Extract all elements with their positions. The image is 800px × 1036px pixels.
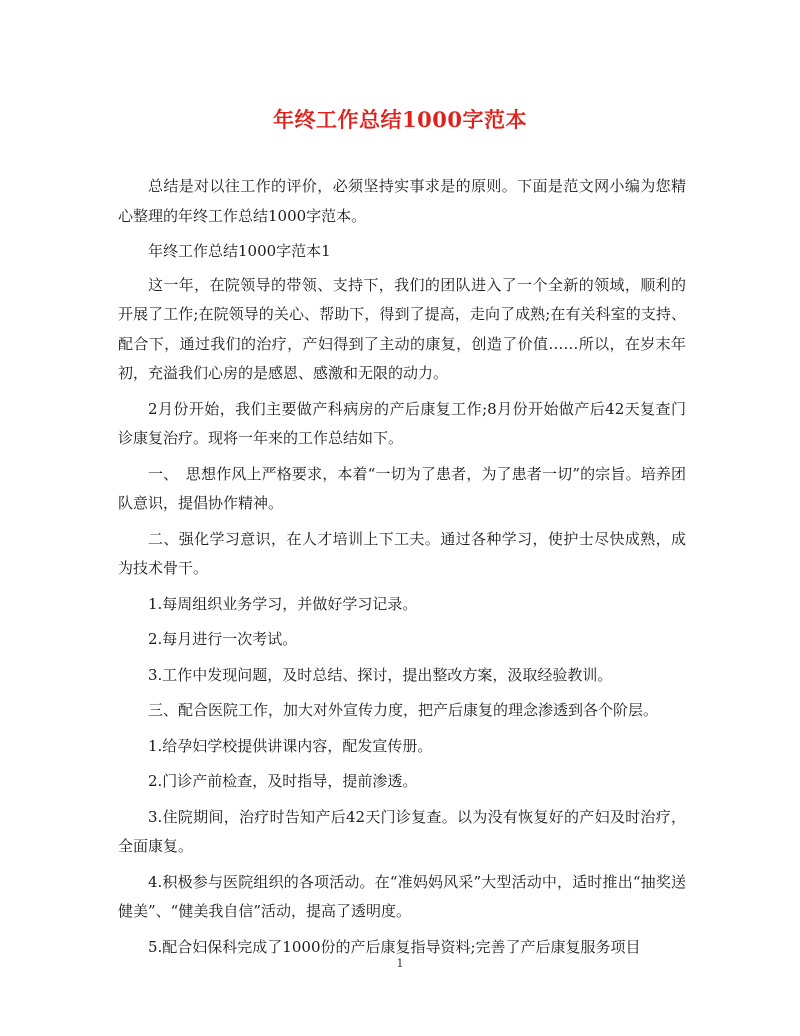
list-item: 2.门诊产前检查，及时指导，提前渗透。 xyxy=(148,772,418,790)
body-paragraph: 2月份开始，我们主要做产科病房的产后康复工作;8月份开始做产后42天复查门诊康复治疗。现将一年来的工作总结如下。 xyxy=(118,399,686,447)
list-item: 1.给孕妇学校提供讲课内容，配发宣传册。 xyxy=(148,736,433,755)
list-item: 3.住院期间，治疗时告知产后42天门诊复查。以为没有恢复好的产妇及时治疗，全面康复。 xyxy=(118,807,686,855)
document-title: 年终工作总结1000字范本 xyxy=(273,107,527,132)
list-item: 5.配合妇保科完成了1000份的产后康复指导资料;完善了产后康复服务项目 xyxy=(148,937,641,956)
body-paragraph: 一、 思想作风上严格要求，本着“一切为了患者，为了患者一切”的宗旨。培养团队意识，提倡协作精神。 xyxy=(118,464,686,512)
list-item: 4.积极参与医院组织的各项活动。在“准妈妈风采”大型活动中，适时推出“抽奖送健美”、“健美我自信”活动，提高了透明度。 xyxy=(118,872,686,920)
intro-paragraph: 总结是对以往工作的评价，必须坚持实事求是的原则。下面是范文网小编为您精心整理的年终工作总结1000字范本。 xyxy=(118,177,686,225)
page-number: 1 xyxy=(396,957,404,970)
list-item: 2.每月进行一次考试。 xyxy=(148,630,298,648)
body-paragraph: 二、强化学习意识，在人才培训上下工夫。通过各种学习，使护士尽快成熟，成为技术骨干。 xyxy=(118,529,686,577)
list-item: 1.每周组织业务学习，并做好学习记录。 xyxy=(148,594,418,613)
body-paragraph: 三、配合医院工作，加大对外宣传力度，把产后康复的理念渗透到各个阶层。 xyxy=(148,701,659,719)
body-paragraph: 这一年，在院领导的带领、支持下，我们的团队进入了一个全新的领域，顺利的开展了工作;在院领导的关心、帮助下，得到了提高，走向了成熟;在有关科室的支持、配合下，通过我们的治疗，产妇得到了主动的康复，创造了价值……所以，在岁末年初，充溢我们心房的是感恩、感激和无限的动力。 xyxy=(118,275,686,382)
document-body xyxy=(118,172,686,968)
section-heading: 年终工作总结1000字范本1 xyxy=(148,242,331,260)
list-item: 3.工作中发现问题，及时总结、探讨，提出整改方案，汲取经验教训。 xyxy=(148,665,613,684)
